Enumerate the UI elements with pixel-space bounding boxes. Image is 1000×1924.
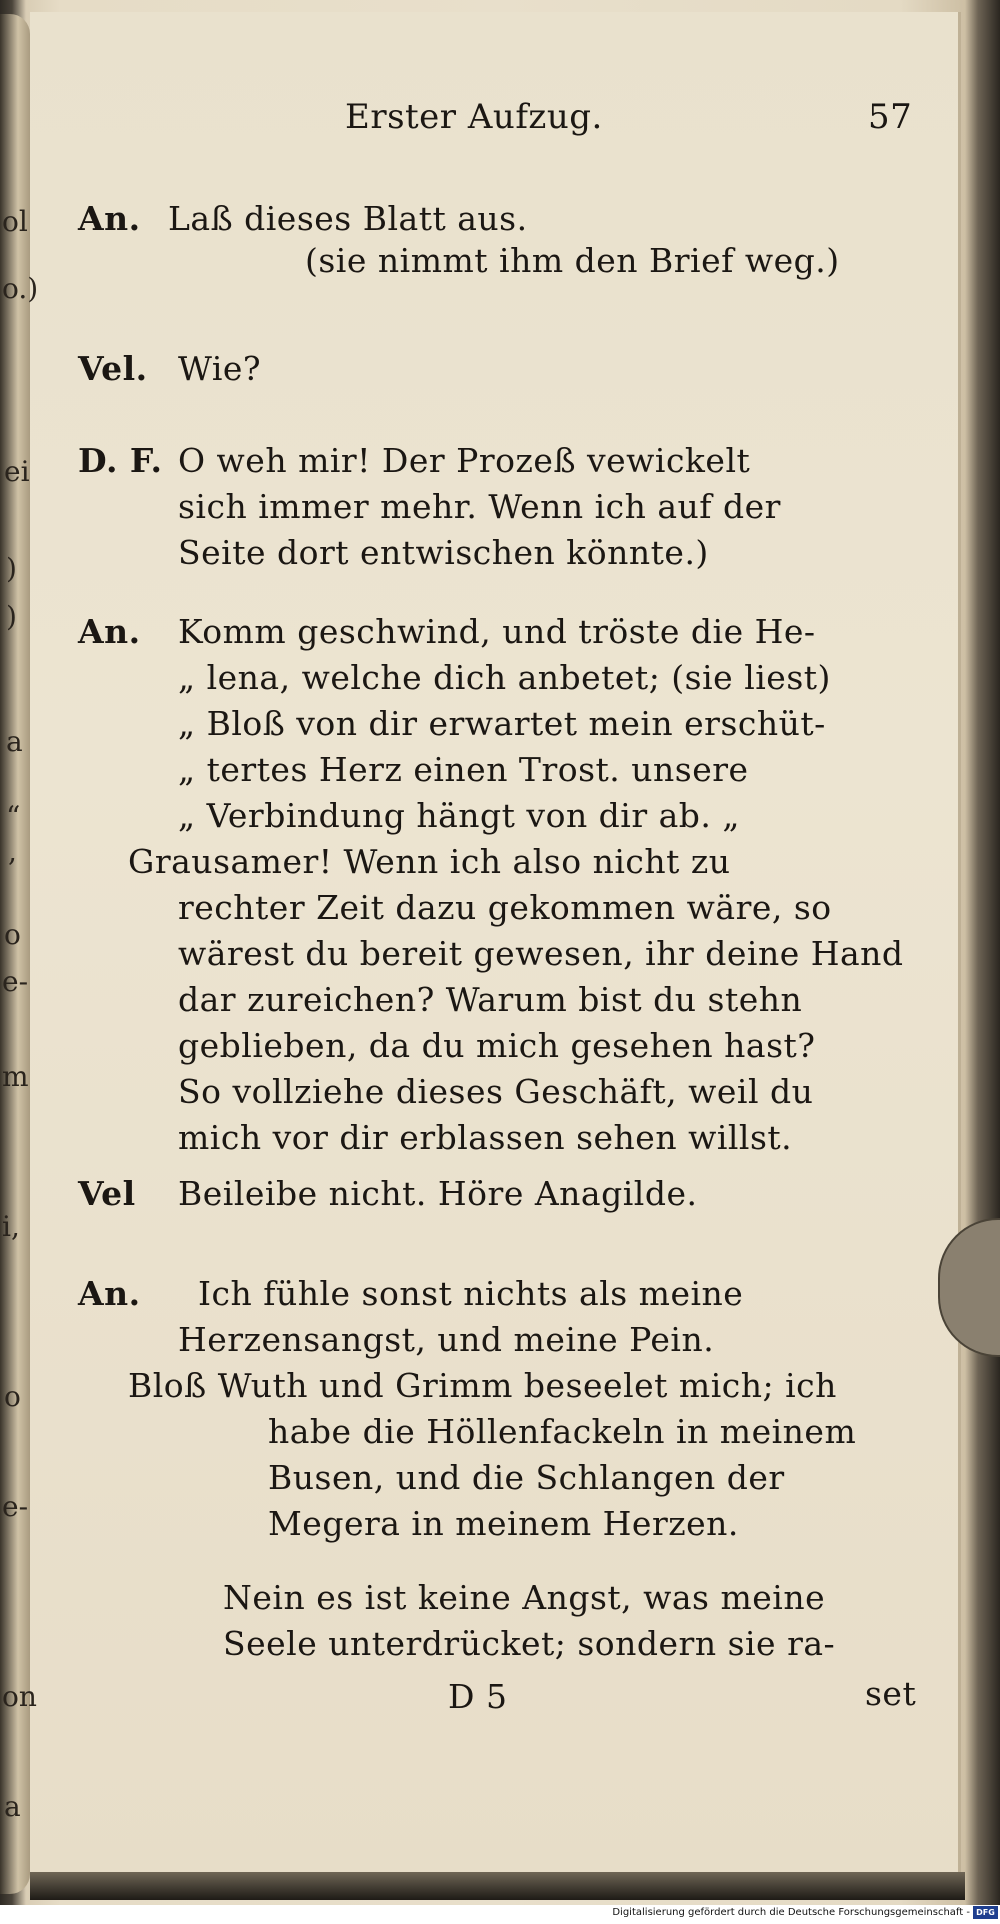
speaker-label: D. F. [78,441,163,480]
text-line: „ Bloß von dir erwartet mein erschüt- [178,704,826,743]
digitization-credit: Digitalisierung gefördert durch die Deutsche Forschungsgemeinschaft - [612,1907,970,1918]
margin-fragment: e- [2,1490,29,1523]
signature-mark: D 5 [448,1677,508,1716]
margin-fragment: on [2,1680,37,1713]
text-line: sich immer mehr. Wenn ich auf der [178,487,781,526]
margin-fragment: ) [6,552,17,585]
margin-fragment: a [4,1790,21,1823]
text-line: Ich fühle sonst nichts als meine [198,1274,744,1313]
text-line: Wie? [178,349,262,388]
speaker-label: An. [78,1274,141,1313]
text-line: O weh mir! Der Prozeß vewickelt [178,441,751,480]
margin-fragment: ol [2,205,28,238]
margin-fragment: m [2,1060,29,1093]
speaker-label: An. [78,199,141,238]
dfg-logo-icon: DFG [973,1906,998,1919]
text-line: Nein es ist keine Angst, was meine [223,1578,826,1617]
text-line: Herzensangst, und meine Pein. [178,1320,715,1359]
text-line: Seite dort entwischen könnte.) [178,533,709,572]
text-line: So vollziehe dieses Geschäft, weil du [178,1072,814,1111]
text-line: Beileibe nicht. Höre Anagilde. [178,1174,698,1213]
running-head-title: Erster Aufzug. [345,97,603,137]
margin-fragment: a [6,725,23,758]
margin-fragment: “ [6,800,21,833]
catchword: set [865,1674,917,1713]
text-line: Laß dieses Blatt aus. [168,199,528,238]
page-number: 57 [868,97,913,137]
margin-fragment: o.) [2,272,39,305]
stage-direction: (sie nimmt ihm den Brief weg.) [305,241,840,280]
text-line: Bloß Wuth und Grimm beseelet mich; ich [128,1366,837,1405]
text-line: Komm geschwind, und tröste die He- [178,612,816,651]
text-line: dar zureichen? Warum bist du stehn [178,980,803,1019]
margin-fragment: o [4,1380,21,1413]
text-line: „ tertes Herz einen Trost. unsere [178,750,749,789]
text-line: Megera in meinem Herzen. [268,1504,739,1543]
text-line: rechter Zeit dazu gekommen wäre, so [178,888,832,927]
speaker-label: An. [78,612,141,651]
text-line: Seele unterdrücket; sondern sie ra- [223,1624,836,1663]
speaker-label: Vel. [78,349,148,388]
text-line: Busen, und die Schlangen der [268,1458,785,1497]
margin-fragment: e- [2,965,29,998]
text-line: Grausamer! Wenn ich also nicht zu [128,842,731,881]
margin-fragment: ) [6,600,17,633]
margin-fragment: ei [4,455,30,488]
text-line: wärest du bereit gewesen, ihr deine Hand [178,934,904,973]
margin-fragment: o [4,918,21,951]
text-line: „ Verbindung hängt von dir ab. „ [178,796,740,835]
text-line: habe die Höllenfackeln in meinem [268,1412,857,1451]
margin-fragment: i, [2,1210,20,1243]
text-line: geblieben, da du mich gesehen hast? [178,1026,816,1065]
page-bottom-shadow [30,1872,965,1900]
speaker-label: Vel [78,1174,136,1213]
text-line: mich vor dir erblassen sehen willst. [178,1118,793,1157]
margin-fragment: , [8,835,17,868]
text-line: „ lena, welche dich anbetet; (sie liest) [178,658,831,697]
